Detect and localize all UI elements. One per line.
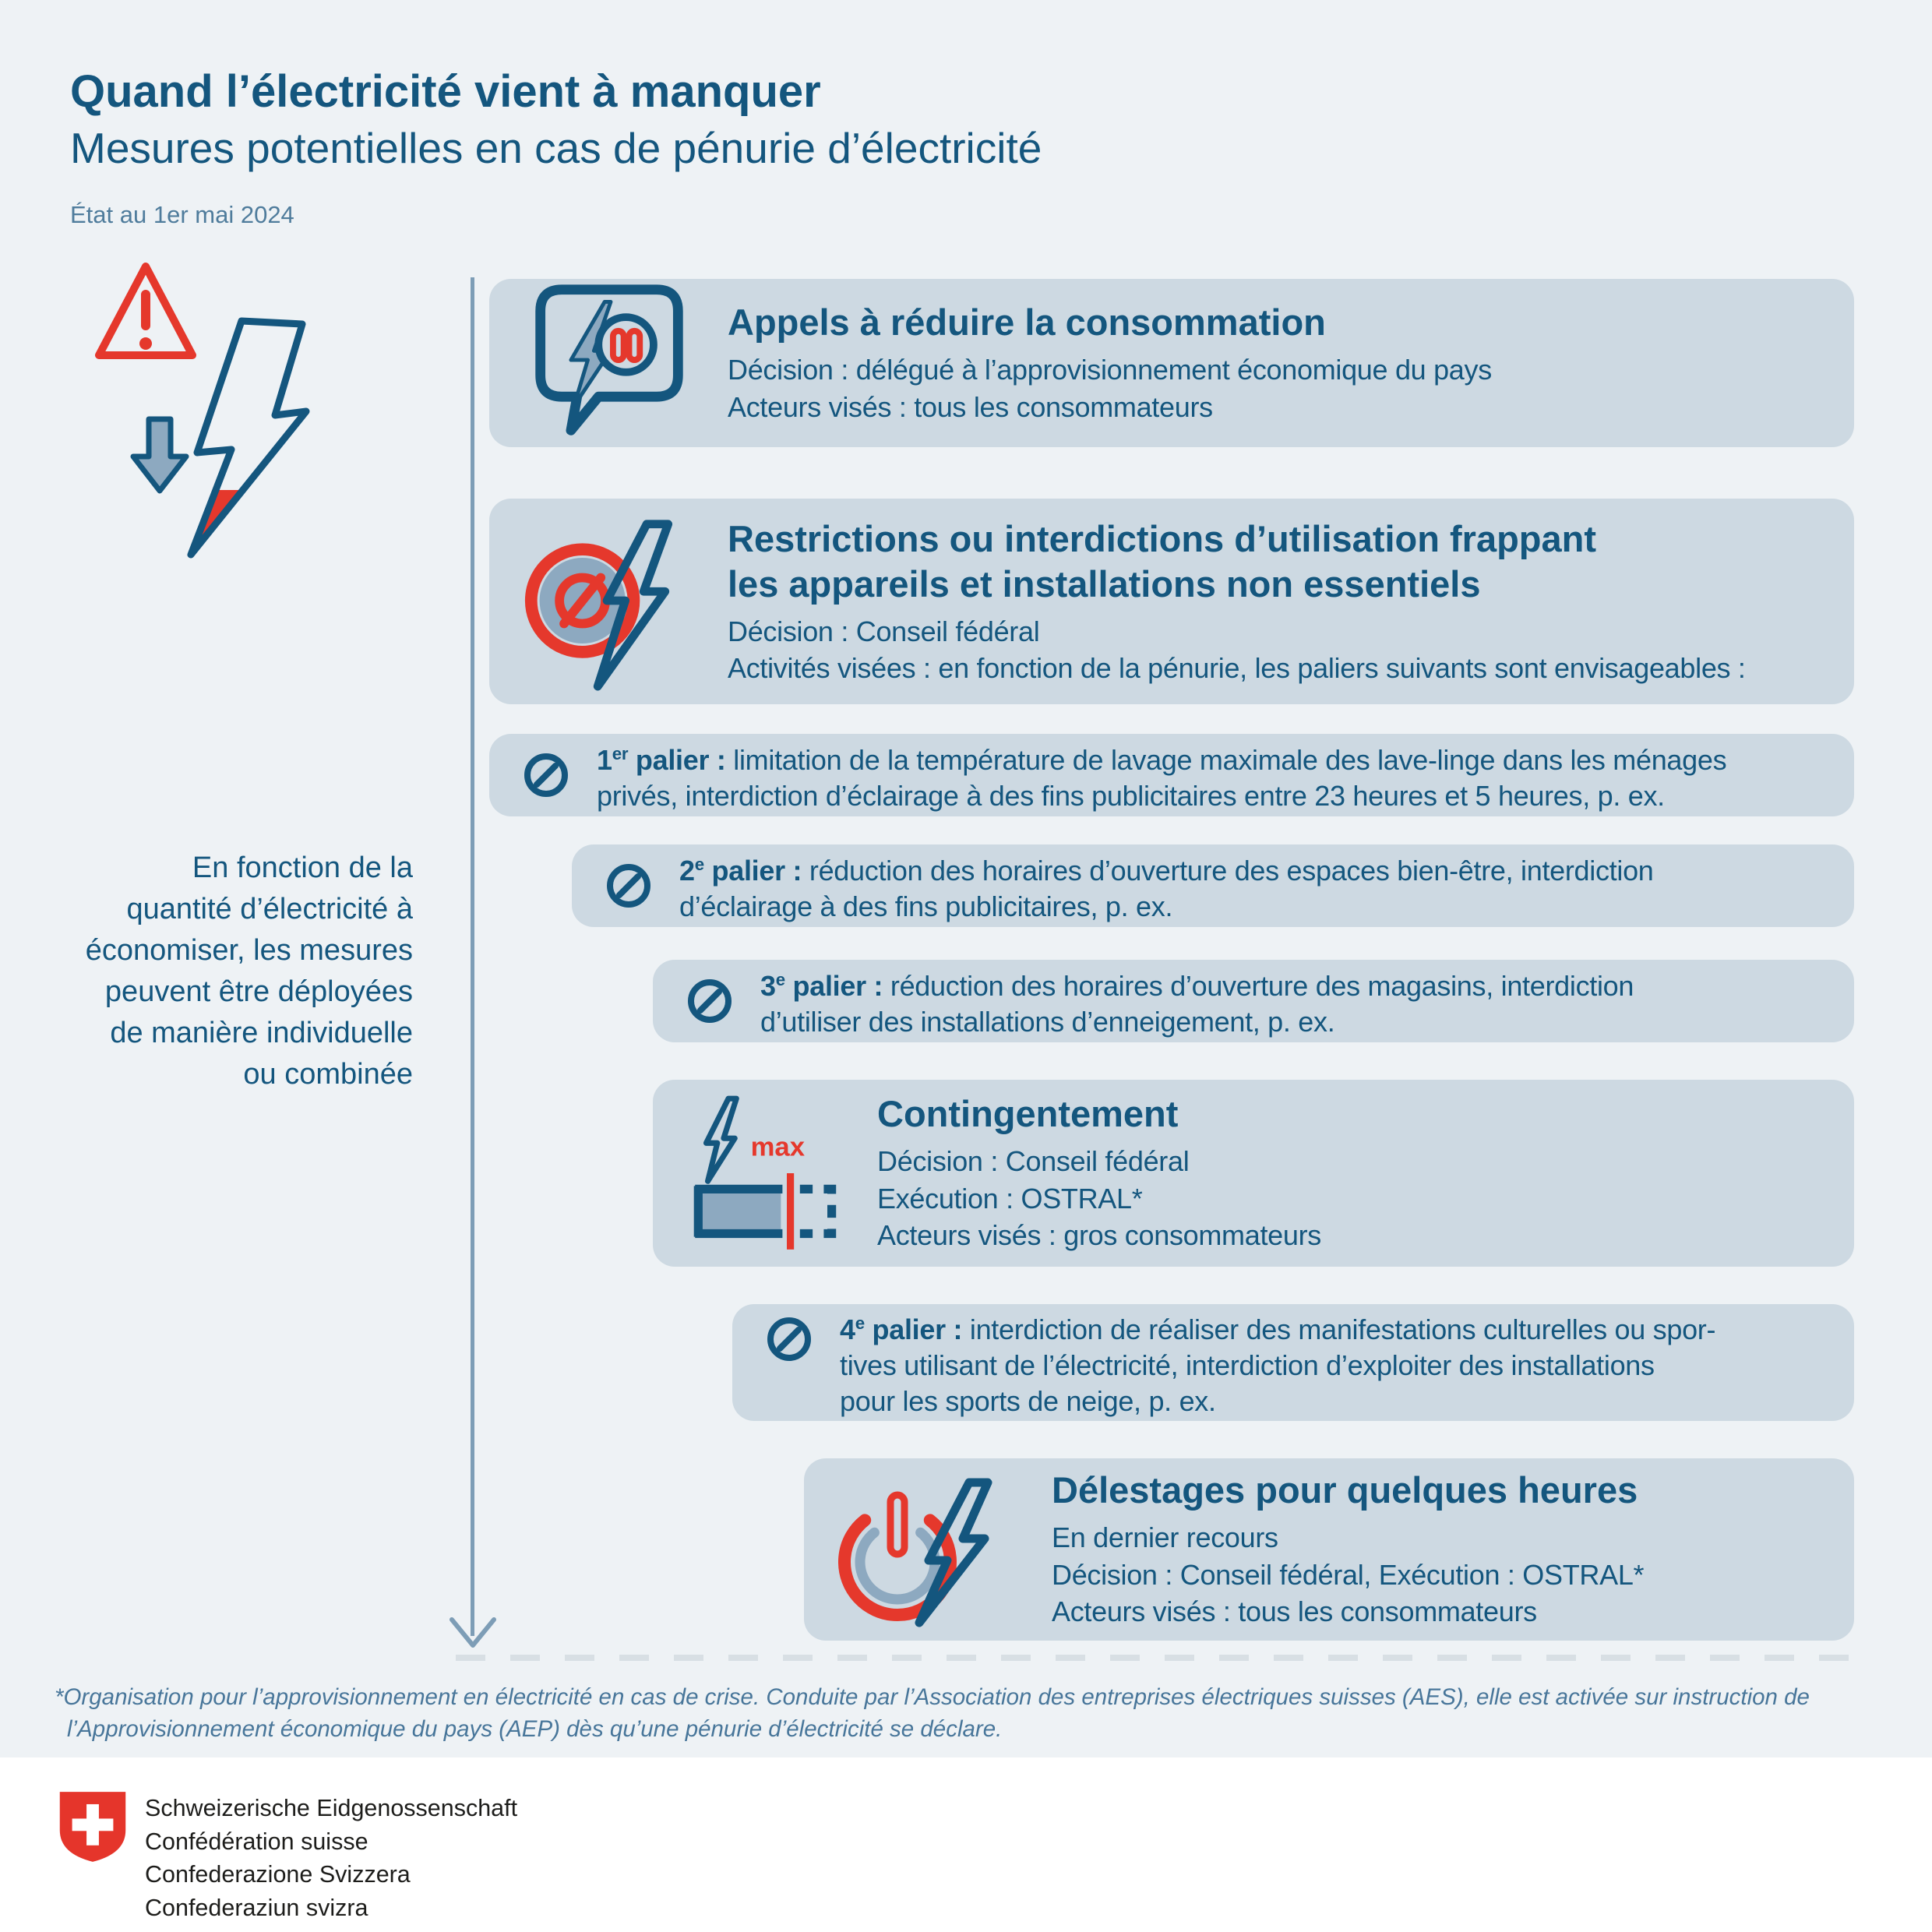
palier-3-card	[653, 960, 1854, 1042]
card-title: Délestages pour quelques heures	[1052, 1469, 1638, 1511]
warning-triangle-icon	[99, 266, 192, 355]
card-line: Décision : Conseil fédéral, Exécution : OSTRAL*	[1052, 1558, 1645, 1591]
card-appels	[489, 279, 1854, 447]
max-label: max	[750, 1132, 805, 1162]
palier-1-card	[489, 734, 1854, 816]
palier-text: 2e palier : réduction des horaires d’ouverture des espaces bien-être, interdiction d’éclairage à des fins publicitaires, p. ex.	[679, 855, 1654, 922]
status-date: État au 1er mai 2024	[70, 201, 294, 228]
card-line: Décision : Conseil fédéral	[877, 1145, 1190, 1178]
swiss-coat-of-arms	[58, 1790, 127, 1863]
palier-4-card	[732, 1304, 1854, 1421]
card-title: Restrictions ou interdictions d’utilisation frappant	[728, 517, 1597, 559]
palier-text: 4e palier : interdiction de réaliser des manifestations culturelles ou spor- tives utilisant de l’électricité, interdiction d’exploiter des installations pour les sports de neige, p. ex.	[840, 1313, 1716, 1417]
federal-name-line: Confederaziun svizra	[145, 1894, 368, 1921]
card-title: Contingentement	[877, 1093, 1179, 1135]
last-resort-dashed-line	[456, 1655, 1862, 1661]
page-subtitle: Mesures potentielles en cas de pénurie d’électricité	[70, 124, 1042, 172]
timeline-arrow-icon	[449, 1617, 497, 1650]
card-title: les appareils et installations non essentiels	[728, 562, 1481, 605]
page-title: Quand l’électricité vient à manquer	[70, 66, 821, 117]
card-line: Décision : Conseil fédéral	[728, 615, 1040, 647]
card-line: Acteurs visés : tous les consommateurs	[728, 390, 1213, 423]
federal-name-line: Schweizerische Eidgenossenschaft	[145, 1795, 518, 1821]
card-line: En dernier recours	[1052, 1521, 1278, 1554]
palier-2-card	[572, 844, 1854, 927]
card-line: Acteurs visés : tous les consommateurs	[1052, 1595, 1537, 1628]
lightning-bolt-icon	[191, 321, 306, 555]
federal-name-line: Confédération suisse	[145, 1828, 368, 1855]
card-restrictions	[489, 499, 1854, 704]
power-off-lightning-icon	[838, 1467, 1013, 1632]
side-note: En fonction de la quantité d’électricité à économiser, les mesures peuvent être déployées de manière individuelle ou combinée	[85, 851, 413, 1091]
down-arrow-icon	[133, 419, 186, 491]
card-delestages	[804, 1458, 1854, 1641]
card-title: Appels à réduire la consommation	[728, 301, 1326, 343]
card-line: Décision : délégué à l’approvisionnement économique du pays	[728, 354, 1492, 386]
card-line: Activités visées : en fonction de la pénurie, les paliers suivants sont envisageables :	[728, 652, 1746, 684]
prohibition-icon	[605, 862, 653, 910]
card-line: Acteurs visés : gros consommateurs	[877, 1219, 1322, 1252]
card-line: Exécution : OSTRAL*	[877, 1182, 1143, 1215]
prohibition-lightning-icon	[521, 506, 697, 697]
timeline-line	[471, 277, 474, 1636]
speech-bubble-lightning-icon	[524, 280, 694, 446]
palier-text: 3e palier : réduction des horaires d’ouverture des magasins, interdiction d’utiliser des installations d’enneigement, p. ex.	[760, 970, 1634, 1038]
quota-max-icon	[693, 1092, 841, 1254]
prohibition-icon	[686, 977, 734, 1025]
prohibition-icon	[765, 1315, 813, 1363]
federal-name-line: Confederazione Svizzera	[145, 1861, 411, 1888]
card-contingentement	[653, 1080, 1854, 1267]
shortage-illustration	[74, 257, 331, 576]
footnote: *Organisation pour l’approvisionnement en électricité en cas de crise. Conduite par l’Association des entreprises électriques suisses (AES), elle est activée sur instruction de l’Approvisionnement économique du pays (AEP) dès qu’une pénurie d’électricité se déclare.	[55, 1684, 1810, 1742]
prohibition-icon	[522, 751, 570, 799]
palier-text: 1er palier : limitation de la température de lavage maximale des lave-linge dans les ménages privés, interdiction d’éclairage à des fins publicitaires entre 23 heures et 5 heures, p. ex.	[597, 744, 1727, 812]
federal-wordmark	[145, 1792, 517, 1924]
